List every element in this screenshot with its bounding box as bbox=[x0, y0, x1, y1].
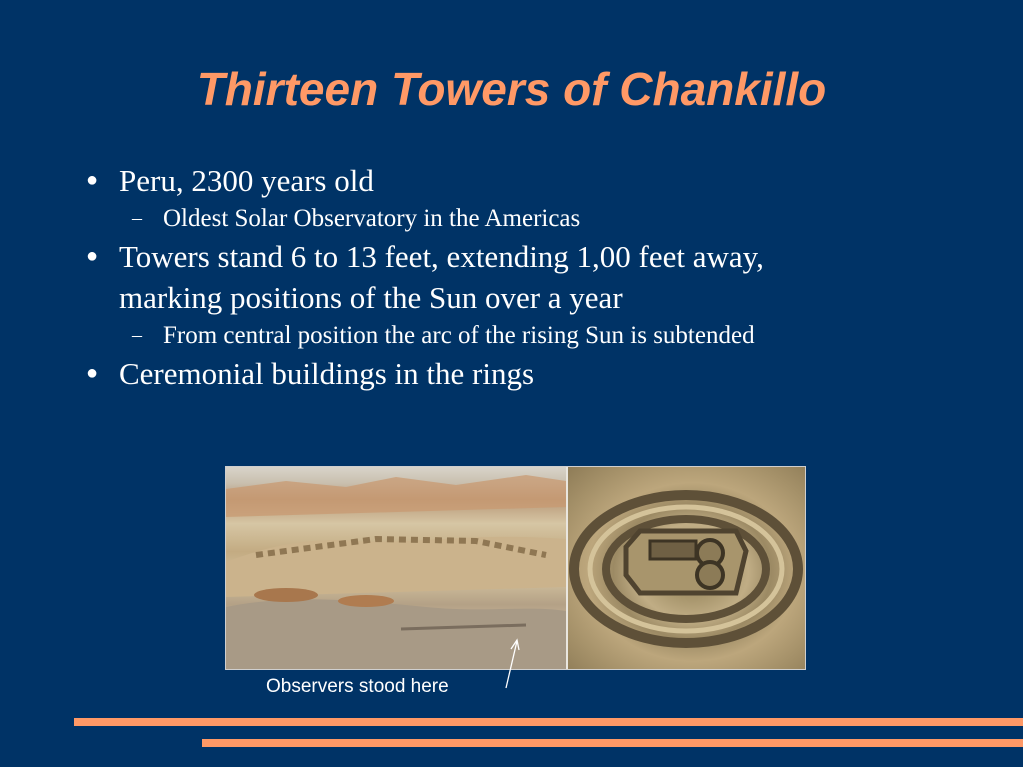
bullet-text: Peru, 2300 years old bbox=[119, 163, 374, 198]
bullet-dot-icon: ● bbox=[86, 245, 99, 267]
sub-bullet-text: From central position the arc of the rising Sun is subtended bbox=[163, 322, 755, 349]
bullet-dot-icon: ● bbox=[86, 169, 99, 191]
bullet-text: Ceremonial buildings in the rings bbox=[119, 356, 535, 391]
photo-caption: Observers stood here bbox=[266, 676, 449, 697]
dash-icon: – bbox=[132, 207, 142, 229]
dash-icon: – bbox=[132, 324, 142, 346]
bullet-dot-icon: ● bbox=[86, 362, 99, 384]
accent-bar-bottom bbox=[202, 739, 1023, 747]
slide-title: Thirteen Towers of Chankillo bbox=[196, 63, 827, 115]
sub-bullet-text: Oldest Solar Observatory in the Americas bbox=[163, 205, 581, 232]
accent-bar-top bbox=[74, 718, 1023, 726]
bullet-text: Towers stand 6 to 13 feet, extending 1,00 feet away, marking positions of the Sun over a year bbox=[119, 239, 764, 315]
